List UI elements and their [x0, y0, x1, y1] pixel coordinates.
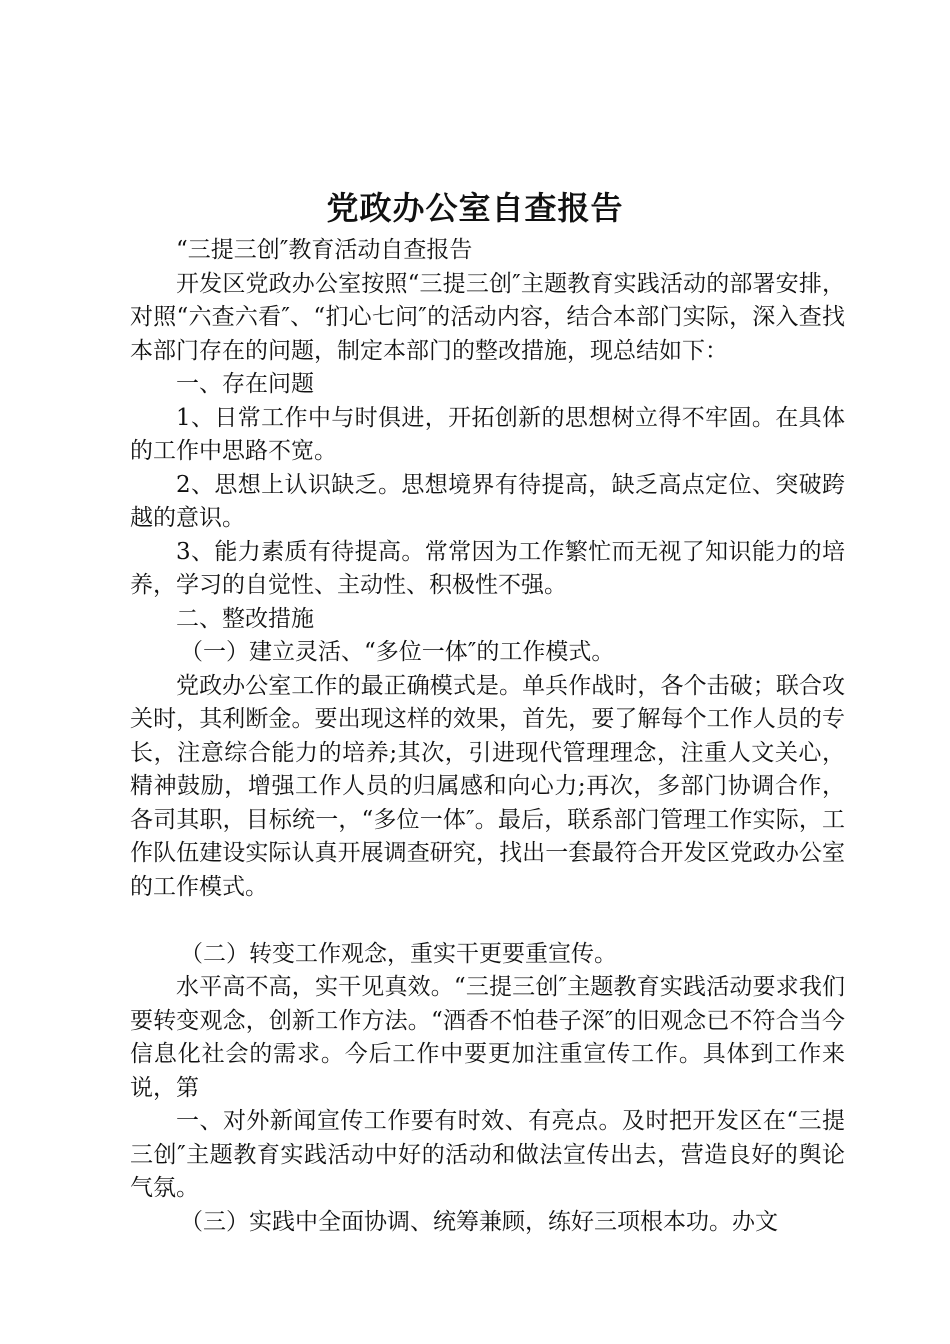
- section-heading-measures: 二、整改措施: [176, 605, 314, 632]
- blank-line: [130, 904, 845, 938]
- measure-heading-1: （一）建立灵活、“多位一体″的工作模式。: [180, 639, 615, 665]
- measure-body-2-item: 一、对外新闻宣传工作要有时效、有亮点。及时把开发区在“三提三创″主题教育实践活动中好的活动和做法宣传出去，营造良好的舆论气氛。: [130, 1108, 845, 1201]
- measure-heading-2: （二）转变工作观念，重实干更要重宣传。: [180, 940, 617, 967]
- measure-body-1: 党政办公室工作的最正确模式是。单兵作战时，各个击破；联合攻关时，其利断金。要出现这样的效果，首先，要了解每个工作人员的专长，注意综合能力的培养;其次，引进现代管理理念，注重人文关心，精神鼓励，增强工作人员的归属感和向心力;再次，多部门协调合作，各司其职，目标统一，“多位一体″。最后，联系部门管理工作实际，工作队伍建设实际认真开展调查研究，找出一套最符合开发区党政办公室的工作模式。: [130, 672, 845, 900]
- section-heading-problems: 一、存在问题: [176, 371, 314, 397]
- problem-item-2: 2、思想上认识缺乏。思想境界有待提高，缺乏高点定位、突破跨越的意识。: [130, 471, 845, 531]
- document-title: 党政办公室自查报告: [326, 189, 624, 227]
- problem-item-3: 3、能力素质有待提高。常常因为工作繁忙而无视了知识能力的培养，学习的自觉性、主动性、积极性不强。: [130, 538, 845, 598]
- measure-heading-3: （三）实践中全面协调、统筹兼顾，练好三项根本功。办文: [180, 1208, 778, 1235]
- problem-item-1: 1、日常工作中与时俱进，开拓创新的思想树立得不牢固。在具体的工作中思路不宽。: [130, 404, 845, 464]
- document-body: [130, 234, 845, 1239]
- subtitle-paragraph: “三提三创″教育活动自查报告: [176, 237, 473, 263]
- intro-paragraph: 开发区党政办公室按照“三提三创″主题教育实践活动的部署安排，对照“六查六看″、“扪心七问″的活动内容，结合本部门实际，深入查找本部门存在的问题，制定本部门的整改措施，现总结如下：: [130, 270, 845, 364]
- measure-body-2: 水平高不高，实干见真效。“三提三创″主题教育实践活动要求我们要转变观念，创新工作方法。“酒香不怕巷子深″的旧观念已不符合当今信息化社会的需求。今后工作中要更加注重宣传工作。具体到工作来说，第: [130, 974, 845, 1101]
